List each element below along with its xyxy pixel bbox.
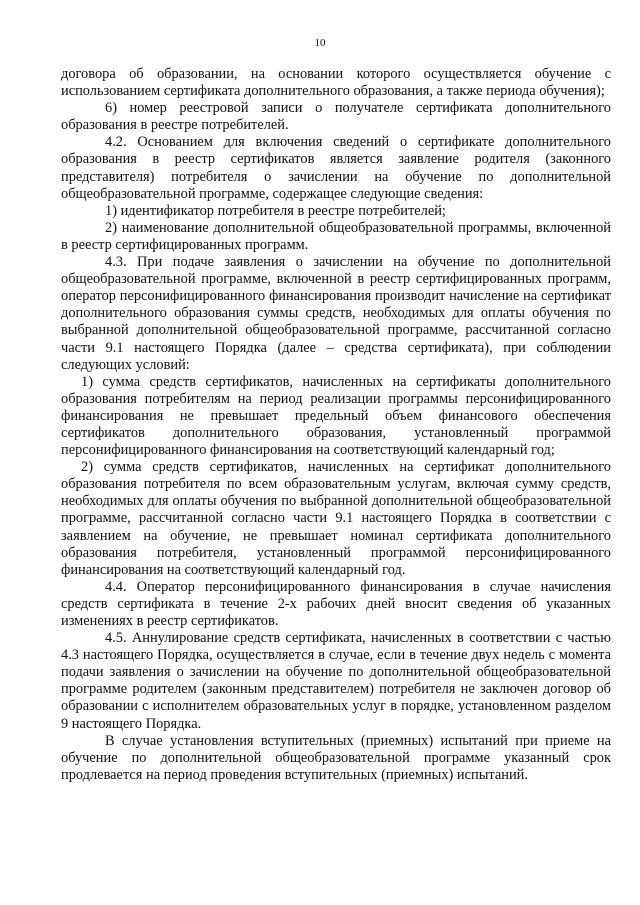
paragraph-condition-2: 2) сумма средств сертификатов, начисленных на сертификат дополнительного образования потребителя по всем образовательным услугам, включая сумму средств, необходимых для оплаты обучения по выбранной дополнительной общеобразовательной программе, рассчитанной согласно части 9.1 настоящего Порядка в соответствии с заявлением на обучение, не превышает номинал сертификата дополнительного образования потребителя, установленный программой персонифицированного финансирования на соответствующий календарный год.	[61, 459, 611, 578]
page-number: 10	[314, 37, 326, 49]
paragraph-4-4: 4.4. Оператор персонифицированного финансирования в случае начисления средств сертификата в течение 2-х рабочих дней вносит сведения об указанных изменениях в реестр сертификатов.	[61, 578, 611, 629]
document-body	[61, 66, 611, 784]
paragraph-4-2: 4.2. Основанием для включения сведений о сертификате дополнительного образования в реестр сертификатов является заявление родителя (законного представителя) потребителя о зачислении на обучение по дополнительной общеобразовательной программе, содержащее следующие сведения:	[61, 134, 611, 202]
paragraph-condition-1: 1) сумма средств сертификатов, начисленных на сертификаты дополнительного образования потребителям на период реализации программы персонифицированного финансирования не превышает предельный объем финансового обеспечения сертификатов дополнительного образования, установленный программой персонифицированного финансирования на соответствующий календарный год;	[61, 373, 611, 459]
paragraph-item-1-identifier: 1) идентификатор потребителя в реестре потребителей;	[105, 202, 446, 219]
paragraph-4-5: 4.5. Аннулирование средств сертификата, начисленных в соответствии с частью 4.3 настоящего Порядка, осуществляется в случае, если в течение двух недель с момента подачи заявления о зачислении на обучение по дополнительной общеобразовательной программе родителем (законным представителем) потребителя не заключен договор об образовании с исполнителем образовательных услуг в порядке, установленном разделом 9 настоящего Порядка.	[61, 630, 611, 732]
paragraph-entrance-tests: В случае установления вступительных (приемных) испытаний при приеме на обучение по дополнительной общеобразовательной программе указанный срок продлевается на период проведения вступительных (приемных) испытаний.	[61, 732, 611, 783]
paragraph-contract-continuation: договора об образовании, на основании которого осуществляется обучение с использованием сертификата дополнительного образования, а также периода обучения);	[61, 66, 611, 100]
paragraph-item-2-program-name: 2) наименование дополнительной общеобразовательной программы, включенной в реестр сертифицированных программ.	[61, 219, 611, 253]
paragraph-item-6-registry-number: 6) номер реестровой записи о получателе сертификата дополнительного образования в реестре потребителей.	[61, 100, 611, 134]
paragraph-4-3: 4.3. При подаче заявления о зачислении на обучение по дополнительной общеобразовательной программе, включенной в реестр сертифицированных программ, оператор персонифицированного финансирования производит начисление на сертификат дополнительного образования суммы средств, необходимых для оплаты обучения по выбранной дополнительной общеобразовательной программе, рассчитанной согласно части 9.1 настоящего Порядка (далее – средства сертификата), при соблюдении следующих условий:	[61, 254, 611, 373]
